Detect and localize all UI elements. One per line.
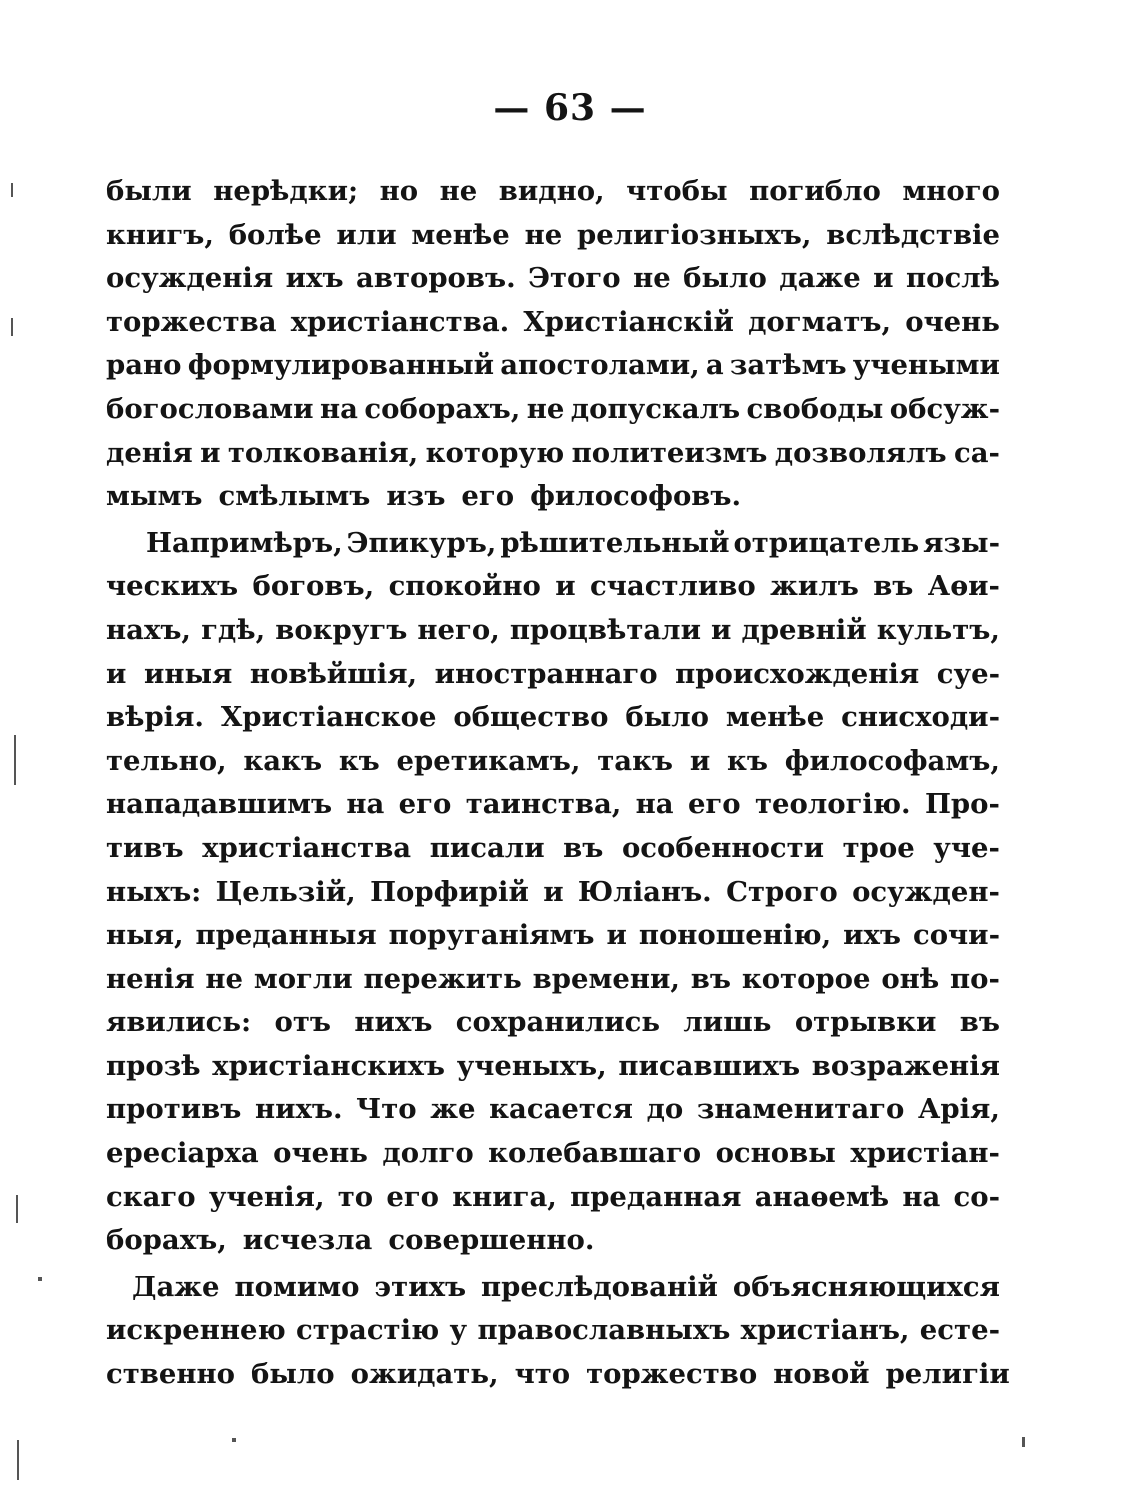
word: были (106, 175, 192, 207)
word: ученыхъ, (456, 1049, 607, 1082)
word: Эпикуръ, (346, 526, 497, 559)
text-line (106, 1045, 1000, 1089)
text-line (106, 914, 1000, 958)
text-line (106, 827, 1000, 871)
word: ческихъ (106, 570, 239, 603)
word: жилъ (770, 570, 859, 603)
word: касается (489, 1093, 633, 1126)
word: времени, (532, 962, 680, 995)
text-line (106, 1266, 1000, 1310)
word: трое (842, 831, 915, 864)
word: много (902, 175, 1000, 207)
word: ожидать, (350, 1358, 499, 1391)
word: помимо (234, 1270, 360, 1303)
word: и (106, 657, 127, 690)
scan-margin-mark (38, 1277, 42, 1281)
word: христіанскихъ (212, 1049, 445, 1082)
word: Цельзій, (215, 875, 356, 908)
word: теологію. (754, 788, 911, 821)
word: долго (382, 1137, 474, 1170)
word: возраженія (811, 1049, 1000, 1082)
word: нихъ. (254, 1093, 343, 1126)
word: гдѣ, (201, 613, 266, 646)
word: осужденія (106, 262, 274, 295)
text-line (106, 1132, 1000, 1176)
word: изъ (386, 480, 446, 513)
word: было (683, 262, 767, 295)
word: его (386, 1180, 440, 1213)
word: торжество (586, 1358, 758, 1391)
word: вѣрія. (106, 701, 205, 734)
word: христіанъ, (740, 1314, 910, 1347)
word: Строго (726, 875, 838, 908)
word: же (430, 1093, 476, 1126)
word: до (646, 1093, 684, 1126)
word: на (902, 1180, 941, 1213)
word: объясняющихся (732, 1270, 1000, 1303)
word: Порфирій (370, 875, 529, 908)
word: видно, (498, 175, 605, 207)
word: какъ (243, 744, 323, 777)
word: соборахъ, (364, 392, 521, 425)
word: страстію (295, 1314, 440, 1347)
word: скаго (106, 1180, 196, 1213)
word: а (705, 349, 724, 382)
word: сочи- (912, 919, 1000, 952)
word: на (635, 788, 674, 821)
word: анаѳемѣ (754, 1180, 890, 1213)
word: философамъ, (784, 744, 1000, 777)
word: допускалъ (570, 392, 741, 425)
word: формулированный (187, 349, 495, 382)
word: прозѣ (106, 1049, 201, 1082)
word: книга, (452, 1180, 557, 1213)
word: нахъ, (106, 613, 192, 646)
word: уче- (933, 831, 1000, 864)
word: новѣйшія, (249, 657, 418, 690)
word: нихъ (354, 1006, 433, 1039)
text-line (106, 565, 1000, 609)
word: въ (563, 831, 604, 864)
word: Аѳи- (927, 570, 1000, 603)
text-line (106, 1001, 1000, 1045)
word: иностраннаго (434, 657, 658, 690)
word: еретикамъ, (396, 744, 581, 777)
word: процвѣтали (509, 613, 701, 646)
word: есте- (919, 1314, 1000, 1347)
word: его (398, 788, 452, 821)
word: христіан- (850, 1137, 1000, 1170)
word: совершенно. (388, 1224, 595, 1257)
word: особенности (621, 831, 825, 864)
word: нападавшимъ (106, 788, 333, 821)
word: ученія, (208, 1180, 325, 1213)
text-line (106, 696, 1000, 740)
scan-margin-mark (11, 183, 13, 197)
word: него, (417, 613, 500, 646)
text-line (106, 257, 1000, 301)
word: его (461, 480, 515, 513)
word: было (251, 1358, 335, 1391)
word: искреннею (106, 1314, 286, 1347)
word: счастливо (590, 570, 756, 603)
word: явились: (106, 1006, 252, 1039)
word: Даже (132, 1270, 220, 1303)
page-body-text (106, 170, 1010, 1397)
text-line (106, 1353, 1010, 1397)
word: преданныя (195, 919, 377, 952)
word: не (439, 175, 478, 207)
word: сохранились (455, 1006, 661, 1039)
word: преслѣдованій (481, 1270, 718, 1303)
word: политеизмъ (571, 436, 768, 469)
word: очень (273, 1137, 368, 1170)
word: и (873, 262, 894, 295)
word: Христіанскій (523, 305, 734, 338)
word: на (320, 392, 358, 425)
word: и (689, 744, 711, 777)
word: въ (959, 1006, 1000, 1039)
word: обсуж- (889, 392, 1000, 425)
word: Этого (528, 262, 621, 295)
paragraph (106, 170, 1000, 519)
word: его (687, 788, 741, 821)
word: ненія (106, 962, 195, 995)
word: то (337, 1180, 374, 1213)
scan-margin-mark (14, 735, 16, 785)
word: православныхъ (477, 1314, 731, 1347)
paragraph (106, 522, 1000, 1263)
word: ересіарха (106, 1137, 259, 1170)
word: на (346, 788, 385, 821)
word: рѣшительный (500, 526, 730, 559)
word: иныя (143, 657, 233, 690)
word: и (200, 436, 221, 469)
word: религіи (885, 1358, 1010, 1391)
text-line (106, 609, 1000, 653)
word: борахъ, (106, 1224, 227, 1257)
word: было (625, 701, 710, 734)
word: поношенію, (638, 919, 832, 952)
word: снисходи- (841, 701, 1000, 734)
word: преданная (570, 1180, 742, 1213)
word: но (379, 175, 419, 207)
word: не (526, 392, 565, 425)
word: и (555, 570, 576, 603)
word: у (449, 1314, 468, 1347)
word: авторовъ. (356, 262, 516, 295)
word: могли (253, 962, 353, 995)
word: исчезла (242, 1224, 373, 1257)
word: къ (338, 744, 380, 777)
word: спокойно (388, 570, 541, 603)
word: знаменитаго (696, 1093, 905, 1126)
word: лишь (683, 1006, 772, 1039)
word: денія (106, 436, 193, 469)
text-line (106, 1219, 1000, 1263)
word: Что (356, 1093, 417, 1126)
word: рано (106, 349, 182, 382)
text-line (106, 388, 1000, 432)
word: са- (953, 436, 1000, 469)
word: не (633, 262, 671, 295)
text-line (106, 1176, 1000, 1220)
word: по- (950, 962, 1000, 995)
word: поруганіямъ (388, 919, 595, 952)
text-line (106, 958, 1000, 1002)
word: отрывки (794, 1006, 937, 1039)
word: Арія, (917, 1093, 1000, 1126)
word: такъ (597, 744, 674, 777)
word: ныхъ: (106, 875, 202, 908)
word: Христіанское (220, 701, 437, 734)
text-line (106, 653, 1000, 697)
word: и (711, 613, 732, 646)
word: этихъ (374, 1270, 467, 1303)
text-line (106, 432, 1000, 476)
word: книгъ, (106, 218, 214, 251)
word: дозволялъ (774, 436, 947, 469)
text-line (106, 871, 1000, 915)
word: отъ (274, 1006, 332, 1039)
word: христіанства. (290, 305, 510, 338)
word: менѣе (725, 701, 825, 734)
word: богословами (106, 392, 314, 425)
word: философовъ. (530, 480, 742, 513)
word: погибло (749, 175, 881, 207)
word: отрицатель (733, 526, 920, 559)
text-line (106, 1088, 1000, 1132)
scan-margin-mark (232, 1438, 236, 1442)
word: или (336, 218, 397, 251)
scan-margin-mark (16, 1195, 18, 1223)
word: даже (779, 262, 861, 295)
word: онѣ (881, 962, 940, 995)
word: ихъ (843, 919, 901, 952)
paragraph (106, 1266, 1010, 1397)
word: которую (425, 436, 565, 469)
word: догматъ, (748, 305, 892, 338)
word: менѣе (411, 218, 510, 251)
word: общество (453, 701, 609, 734)
word: свободы (746, 392, 884, 425)
word: христіанства (202, 831, 412, 864)
text-line (106, 522, 1000, 566)
word: таинства, (465, 788, 622, 821)
word: колебавшаго (488, 1137, 702, 1170)
text-line (106, 301, 1000, 345)
word: которое (741, 962, 871, 995)
word: ственно (106, 1358, 235, 1391)
word: тельно, (106, 744, 227, 777)
word: ихъ (285, 262, 344, 295)
word: въ (690, 962, 731, 995)
word: вслѣдствіе (826, 218, 1000, 251)
word: противъ (106, 1093, 242, 1126)
word: толкованія, (227, 436, 419, 469)
word: мымъ (106, 480, 203, 513)
scan-margin-mark (1022, 1437, 1025, 1447)
word: суе- (936, 657, 1000, 690)
word: основы (715, 1137, 836, 1170)
word: смѣлымъ (218, 480, 371, 513)
word: торжества (106, 305, 277, 338)
word: что (514, 1358, 571, 1391)
word: происхожденія (675, 657, 920, 690)
word: со- (953, 1180, 1000, 1213)
word: и (606, 919, 627, 952)
word: болѣе (228, 218, 322, 251)
text-line (106, 783, 1000, 827)
word: Юліанъ. (577, 875, 712, 908)
word: въ (873, 570, 914, 603)
word: тивъ (106, 831, 184, 864)
text-line (106, 1309, 1000, 1353)
word: новой (773, 1358, 870, 1391)
word: Про- (924, 788, 1000, 821)
word: религіозныхъ, (576, 218, 812, 251)
word: Напримѣръ, (146, 526, 343, 559)
word: писали (429, 831, 545, 864)
word: апостолами, (500, 349, 700, 382)
text-line (106, 475, 1000, 519)
text-line (106, 740, 1000, 784)
word: не (205, 962, 243, 995)
word: культъ, (876, 613, 1000, 646)
word: боговъ, (252, 570, 375, 603)
word: ныя, (106, 919, 184, 952)
word: не (524, 218, 563, 251)
word: писавшихъ (618, 1049, 801, 1082)
word: нерѣдки; (213, 175, 359, 207)
scan-margin-mark (11, 318, 13, 336)
word: вокругъ (275, 613, 408, 646)
scan-margin-mark (17, 1440, 19, 1480)
word: учеными (852, 349, 1000, 382)
word: послѣ (906, 262, 1000, 295)
text-line (106, 170, 1000, 214)
word: пережить (363, 962, 522, 995)
word: чтобы (626, 175, 728, 207)
word: древній (741, 613, 867, 646)
word: къ (726, 744, 768, 777)
text-line (106, 344, 1000, 388)
text-line (106, 214, 1000, 258)
page-number: — 63 — (493, 87, 647, 129)
word: язы- (923, 526, 1000, 559)
word: очень (905, 305, 1000, 338)
word: и (543, 875, 564, 908)
word: осужден- (852, 875, 1000, 908)
word: затѣмъ (729, 349, 847, 382)
